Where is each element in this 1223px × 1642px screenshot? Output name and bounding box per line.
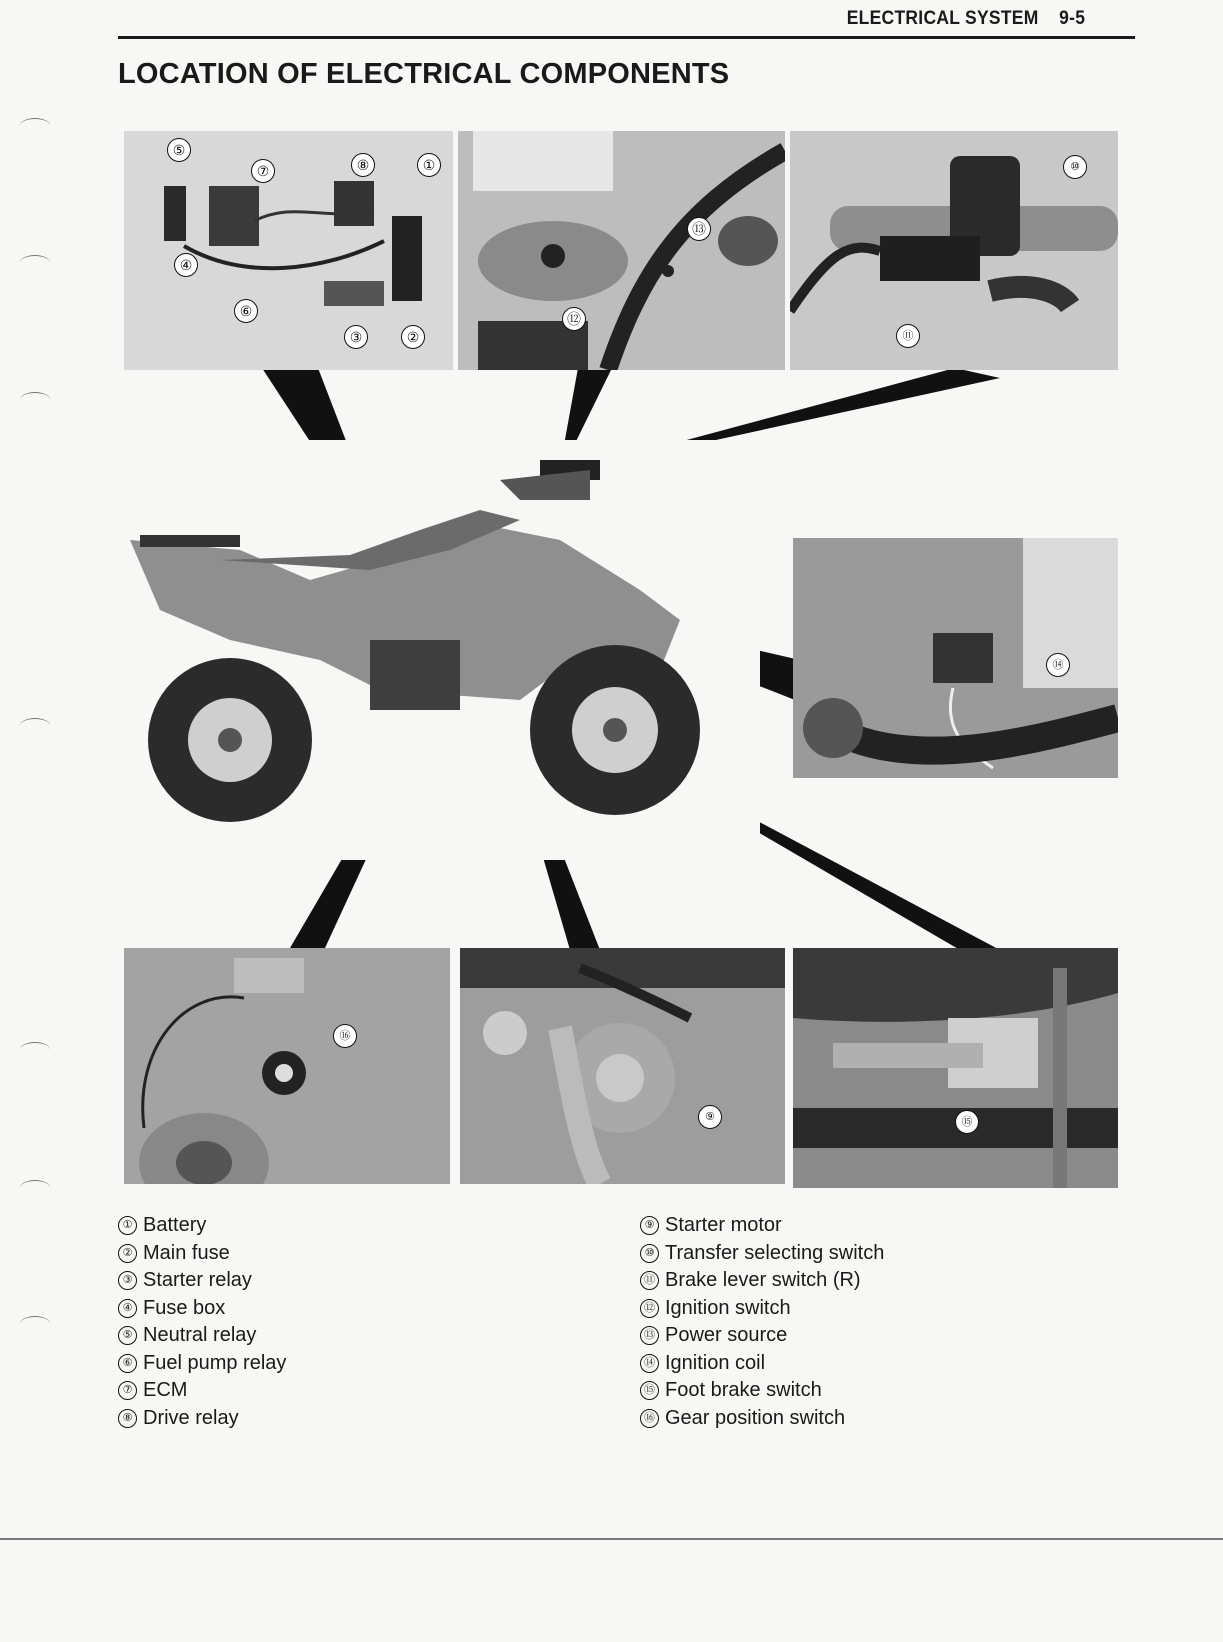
page-bottom-rule	[0, 1538, 1223, 1540]
callout-starter-relay: ③	[344, 325, 368, 349]
legend-number: ⑪	[640, 1271, 659, 1290]
callout-ignition-coil: ⑭	[1046, 653, 1070, 677]
header-page-number: 9-5	[1058, 8, 1085, 29]
running-header	[847, 8, 1085, 30]
callout-ignition-switch: ⑫	[562, 307, 586, 331]
margin-mark	[20, 1316, 50, 1331]
callout-main-fuse: ②	[401, 325, 425, 349]
callout-battery: ①	[417, 153, 441, 177]
legend-item	[118, 1295, 286, 1323]
legend-item	[118, 1350, 286, 1378]
legend-label: Drive relay	[143, 1406, 239, 1429]
legend-label: Fuel pump relay	[143, 1351, 287, 1374]
legend-number: ⑬	[640, 1326, 659, 1345]
legend-item	[640, 1350, 884, 1378]
legend-label: Starter motor	[665, 1214, 782, 1236]
legend-item	[640, 1212, 884, 1240]
legend-label: Ignition coil	[665, 1351, 766, 1374]
legend-item	[118, 1322, 286, 1350]
legend-label: Battery	[143, 1214, 207, 1236]
callout-fuse-box: ④	[174, 253, 198, 277]
callout-power-source: ⑬	[687, 217, 711, 241]
callout-ecm: ⑦	[251, 159, 275, 183]
margin-mark	[20, 1180, 50, 1195]
header-section: ELECTRICAL SYSTEM	[846, 8, 1039, 29]
header-rule	[118, 36, 1135, 39]
legend-item	[118, 1212, 286, 1240]
legend-number: ⑮	[640, 1381, 659, 1400]
photo-foot-brake-switch	[793, 948, 1118, 1188]
photo-ignition-switch-area	[458, 131, 785, 370]
legend-label: ECM	[143, 1379, 188, 1401]
legend-number: ③	[118, 1271, 137, 1290]
legend-label: Starter relay	[143, 1269, 252, 1291]
legend-number: ⑦	[118, 1381, 137, 1400]
legend-item	[118, 1405, 286, 1433]
legend-label: Gear position switch	[665, 1406, 846, 1429]
legend-number: ⑭	[640, 1354, 659, 1373]
legend-item	[118, 1267, 286, 1295]
legend-left-column	[118, 1212, 286, 1432]
legend-item	[640, 1295, 884, 1323]
legend-label: Fuse box	[143, 1296, 226, 1319]
legend-item	[118, 1240, 286, 1268]
legend-number: ④	[118, 1299, 137, 1318]
photo-starter-motor	[460, 948, 785, 1184]
legend-item	[118, 1377, 286, 1405]
legend-number: ⑥	[118, 1354, 137, 1373]
callout-brake-lever-switch: ⑪	[896, 324, 920, 348]
legend-label: Foot brake switch	[665, 1379, 822, 1401]
callout-starter-motor: ⑨	[698, 1105, 722, 1129]
callout-transfer-selecting-switch: ⑩	[1063, 155, 1087, 179]
legend-item	[640, 1240, 884, 1268]
legend-item	[640, 1322, 884, 1350]
margin-mark	[20, 255, 50, 270]
legend-item	[640, 1267, 884, 1295]
legend-label: Transfer selecting switch	[665, 1241, 885, 1264]
legend-number: ⑯	[640, 1409, 659, 1428]
legend-right-column	[640, 1212, 884, 1432]
margin-mark	[20, 1042, 50, 1057]
legend-item	[640, 1405, 884, 1433]
legend-number: ⑫	[640, 1299, 659, 1318]
legend-item	[640, 1377, 884, 1405]
margin-mark	[20, 718, 50, 733]
callout-gear-position-switch: ⑯	[333, 1024, 357, 1048]
legend-label: Power source	[665, 1324, 788, 1346]
legend-number: ⑨	[640, 1216, 659, 1235]
photo-ignition-coil	[793, 538, 1118, 778]
legend-label: Ignition switch	[665, 1296, 791, 1319]
legend-number: ⑤	[118, 1326, 137, 1345]
page-title: LOCATION OF ELECTRICAL COMPONENTS	[118, 58, 730, 90]
callout-drive-relay: ⑧	[351, 153, 375, 177]
photo-handlebar-switches	[790, 131, 1118, 370]
legend-label: Neutral relay	[143, 1324, 257, 1346]
legend-number: ②	[118, 1244, 137, 1263]
margin-mark	[20, 118, 50, 133]
legend-number: ①	[118, 1216, 137, 1235]
callout-neutral-relay: ⑤	[167, 138, 191, 162]
atv-photo	[120, 440, 760, 860]
legend-number: ⑩	[640, 1244, 659, 1263]
photo-relay-area	[124, 131, 453, 370]
callout-foot-brake-switch: ⑮	[955, 1110, 979, 1134]
legend-label: Brake lever switch (R)	[665, 1269, 861, 1291]
legend-number: ⑧	[118, 1409, 137, 1428]
margin-mark	[20, 392, 50, 407]
legend-label: Main fuse	[143, 1241, 230, 1264]
photo-gear-position-switch	[124, 948, 450, 1184]
callout-fuel-pump-relay: ⑥	[234, 299, 258, 323]
